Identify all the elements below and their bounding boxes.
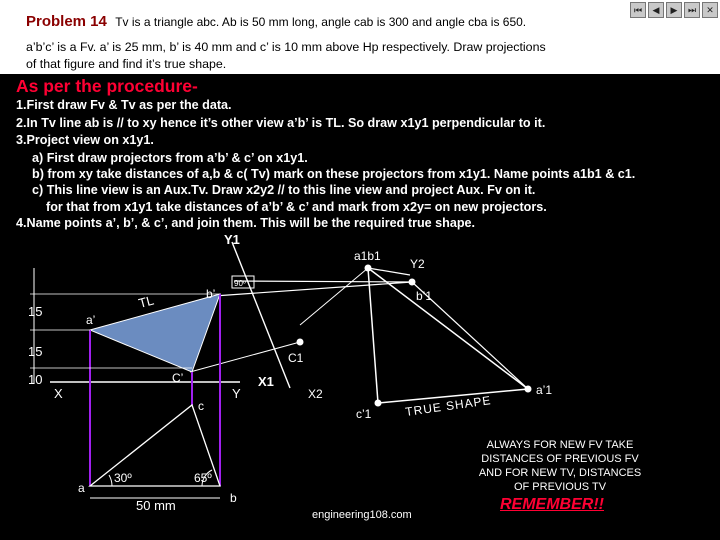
angle-30-arc: [109, 475, 112, 486]
label-a1b1: a1b1: [354, 249, 381, 263]
step-3c: c) This line view is an Aux.Tv. Draw x2y2 // to this line view and project Aux. Fv on it.: [32, 183, 536, 197]
point-c1: [297, 339, 304, 346]
nav-first-icon[interactable]: ⏮: [630, 2, 646, 18]
label-X1: X1: [258, 374, 274, 389]
problem-title: Problem 14 Tv is a triangle abc. Ab is 50 mm long, angle cab is 300 and angle cba is 650.: [26, 13, 527, 30]
label-angle65: 65º: [194, 471, 212, 485]
label-dim15a: 15: [28, 304, 43, 319]
label-c1: C1: [288, 351, 304, 365]
step-4: 4.Name points a’, b’, & c’, and join them. This will be the required true shape.: [16, 216, 476, 230]
site-watermark: engineering108.com: [312, 509, 412, 521]
label-ninety: 90º: [234, 279, 246, 288]
label-cp: C’: [172, 371, 184, 385]
step-3a: a) First draw projectors from a’b’ & c’ on x1y1.: [32, 151, 308, 165]
problem-line-3: of that figure and find it’s true shape.: [26, 57, 227, 71]
label-bp: b’: [206, 287, 216, 301]
procedure-heading: As per the procedure-: [16, 76, 198, 96]
nav-prev-icon[interactable]: ◀: [648, 2, 664, 18]
label-Y2: Y2: [410, 257, 425, 271]
label-TL: TL: [136, 292, 156, 311]
point-a1p: [525, 386, 532, 393]
step-3: 3.Project view on x1y1.: [16, 133, 154, 147]
remember-text: REMEMBER!!: [500, 496, 604, 513]
nav-close-icon[interactable]: ✕: [702, 2, 718, 18]
step-2: 2.In Tv line ab is // to xy hence it’s other view a’b’ is TL. So draw x1y1 perpendicular to it.: [16, 116, 546, 130]
step-1: 1.First draw Fv & Tv as per the data.: [16, 98, 232, 112]
nav-last-icon[interactable]: ⏭: [684, 2, 700, 18]
label-X: X: [54, 386, 63, 401]
problem-line-2: a’b’c’ is a Fv. a’ is 25 mm, b’ is 40 mm and c’ is 10 mm above Hp respectively. Draw projections: [26, 40, 546, 54]
label-dim15b: 15: [28, 344, 43, 359]
x1y1-line: [232, 242, 290, 388]
c1-projector: [190, 342, 300, 372]
point-a1b1: [365, 265, 372, 272]
x2y2-line: [368, 268, 410, 275]
label-dim10: 10: [28, 372, 43, 387]
label-a: a: [78, 481, 85, 495]
label-c1p: c’1: [356, 407, 372, 421]
point-c1p: [375, 400, 382, 407]
label-ap: a’: [86, 313, 96, 327]
step-3b: b) from xy take distances of a,b & c( Tv) mark on these projectors from x1y1. Name points a1b1 & c1.: [32, 167, 636, 181]
label-X2: X2: [308, 387, 323, 401]
point-b1p: [409, 279, 416, 286]
label-b: b: [230, 491, 237, 505]
label-true-shape: TRUE SHAPE: [404, 393, 493, 419]
label-Y: Y: [232, 386, 241, 401]
label-c: c: [198, 399, 204, 413]
label-dim50: 50 mm: [136, 498, 176, 513]
label-Y1: Y1: [224, 232, 240, 247]
nav-next-icon[interactable]: ▶: [666, 2, 682, 18]
x2-line: [300, 268, 368, 325]
label-a1p: a’1: [536, 383, 553, 397]
reminder-note: ALWAYS FOR NEW FV TAKE DISTANCES OF PREVIOUS FV AND FOR NEW TV, DISTANCES OF PREVIOUS TV: [478, 439, 642, 493]
true-shape-triangle: [368, 268, 528, 403]
label-angle30: 30º: [114, 471, 132, 485]
step-3c-cont: for that from x1y1 take distances of a’b’ & c’ and mark from x2y= on new projectors.: [46, 200, 547, 214]
label-b1p: b’1: [416, 289, 433, 303]
